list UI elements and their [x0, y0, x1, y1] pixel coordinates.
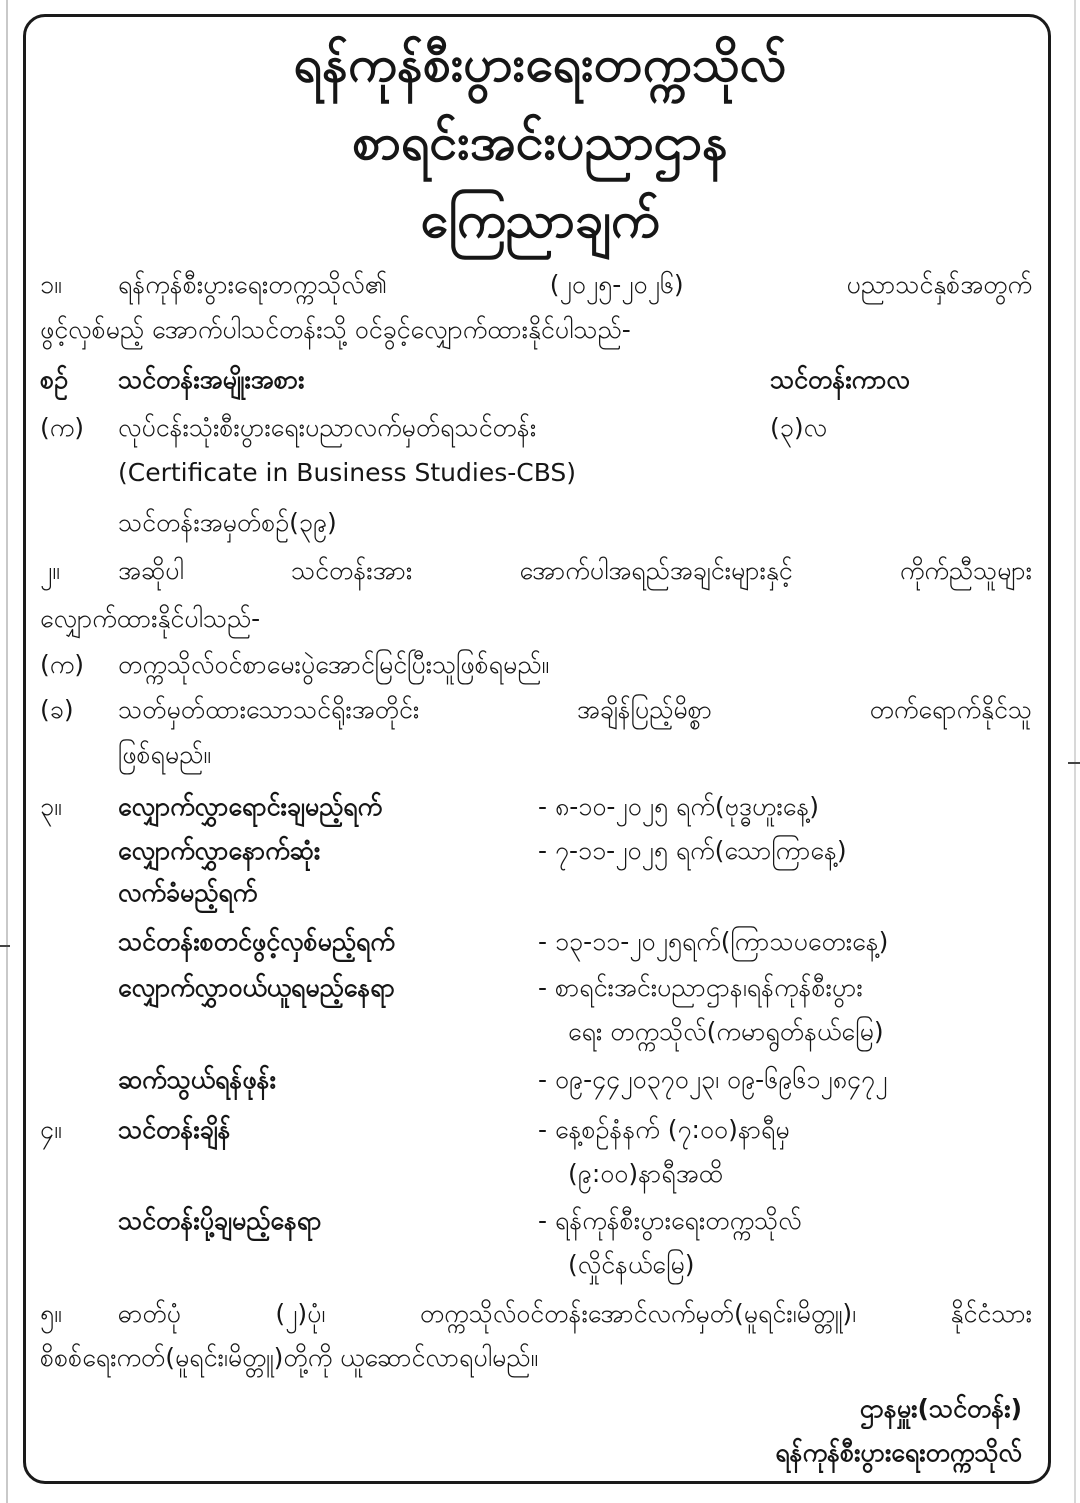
- course-item-batch: သင်တန်းအမှတ်စဉ်(၃၉): [118, 508, 337, 537]
- page-edge-tick-right: [1068, 762, 1080, 764]
- requirement-b-line-2: ဖြစ်ရမည်။: [118, 740, 211, 769]
- section-2-line-1: အဆိုပါ သင်တန်းအား အောက်ပါအရည်အချင်းများနှင့် ကိုက်ညီသူများ: [118, 556, 1032, 585]
- application-deadline-value: - ၇-၁၁-၂၀၂၅ ရက်(သောကြာနေ့): [538, 836, 847, 865]
- col-header-course-period: သင်တန်းကာလ: [770, 365, 910, 394]
- signature-title: ဌာနမှူး(သင်တန်း): [859, 1394, 1022, 1423]
- page-edge-left: [6, 0, 8, 1503]
- course-item-english-name: (Certificate in Business Studies-CBS): [118, 458, 577, 487]
- requirement-a-marker: (က): [40, 650, 84, 679]
- class-venue-label: သင်တန်းပို့ချမည့်နေရာ: [118, 1206, 322, 1235]
- col-header-course-type: သင်တန်းအမျိုးအစား: [118, 365, 305, 394]
- application-purchase-place-value-2: ရေး တက္ကသိုလ်(ကမာရွတ်နယ်မြေ): [568, 1017, 884, 1046]
- course-start-date-value: - ၁၃-၁၁-၂၀၂၅ရက်(ကြာသပတေးနေ့): [538, 927, 889, 956]
- announcement-title: ကြေညာချက်: [420, 191, 660, 249]
- class-venue-value-2: (လှိုင်နယ်မြေ): [568, 1250, 695, 1279]
- course-item-period: (၃)လ: [770, 413, 828, 442]
- class-time-value-2: (၉:၀၀)နာရီအထိ: [568, 1159, 723, 1188]
- course-start-date-label: သင်တန်းစတင်ဖွင့်လှစ်မည့်ရက်: [118, 927, 395, 956]
- application-deadline-label-2: လက်ခံမည့်ရက်: [118, 878, 258, 907]
- section-2-line-2: လျှောက်ထားနိုင်ပါသည်-: [40, 604, 261, 633]
- application-sale-date-label: လျှောက်လွှာရောင်းချမည့်ရက်: [118, 792, 383, 821]
- section-2-number: ၂။: [40, 556, 60, 585]
- contact-phone-value: - ၀၉-၄၄၂၀၃၇၀၂၃၊ ၀၉-၆၉၆၁၂၈၄၇၂: [538, 1065, 888, 1094]
- section-5-line-2: စိစစ်ရေးကတ်(မူရင်း၊မိတ္တူ)တို့ကို ယူဆောင်လာရပါမည်။: [40, 1343, 539, 1372]
- application-purchase-place-value-1: - စာရင်းအင်းပညာဌာန၊ရန်ကုန်စီးပွား: [538, 973, 863, 1002]
- application-purchase-place-label: လျှောက်လွှာဝယ်ယူရမည့်နေရာ: [118, 973, 395, 1002]
- page-edge-right: [1074, 0, 1076, 1503]
- class-venue-value-1: - ရန်ကုန်စီးပွားရေးတက္ကသိုလ်: [538, 1206, 802, 1235]
- application-sale-date-value: - ၈-၁၀-၂၀၂၅ ရက်(ဗုဒ္ဓဟူးနေ့): [538, 792, 820, 821]
- class-time-value-1: - နေ့စဉ်နံနက် (၇:၀၀)နာရီမှ: [538, 1115, 790, 1144]
- contact-phone-label: ဆက်သွယ်ရန်ဖုန်း: [118, 1065, 276, 1094]
- department-title: စာရင်းအင်းပညာဌာန: [352, 113, 728, 171]
- section-5-number: ၅။: [40, 1299, 62, 1328]
- col-header-serial: စဉ်: [40, 365, 68, 394]
- application-deadline-label-1: လျှောက်လွှာနောက်ဆုံး: [118, 836, 321, 865]
- class-time-label: သင်တန်းချိန်: [118, 1115, 231, 1144]
- requirement-a-text: တက္ကသိုလ်ဝင်စာမေးပွဲအောင်မြင်ပြီးသူဖြစ်ရမည်။: [118, 650, 550, 679]
- page-edge-tick-left: [0, 945, 10, 947]
- section-1-line-2: ဖွင့်လှစ်မည့် အောက်ပါသင်တန်းသို့ ဝင်ခွင့်လျှောက်ထားနိုင်ပါသည်-: [40, 315, 631, 344]
- section-1-line-1: ရန်ကုန်စီးပွားရေးတက္ကသိုလ်၏ (၂၀၂၅-၂၀၂၆) ပညာသင်နှစ်အတွက်: [118, 270, 1032, 299]
- requirement-b-line-1: သတ်မှတ်ထားသောသင်ရိုးအတိုင်း အချိန်ပြည့်မိစ္စာ တက်ရောက်နိုင်သူ: [118, 695, 1032, 724]
- section-3-number: ၃။: [40, 792, 62, 821]
- section-4-number: ၄။: [40, 1115, 62, 1144]
- section-1-number: ၁။: [40, 270, 62, 299]
- section-5-line-1: ဓာတ်ပုံ (၂)ပုံ၊ တက္ကသိုလ်ဝင်တန်းအောင်လက်မှတ်(မူရင်း၊မိတ္တူ)၊ နိုင်ငံသား: [118, 1299, 1032, 1328]
- course-item-marker: (က): [40, 413, 84, 442]
- course-item-name: လုပ်ငန်းသုံးစီးပွားရေးပညာလက်မှတ်ရသင်တန်း: [118, 413, 537, 442]
- requirement-b-marker: (ခ): [40, 695, 74, 724]
- university-title: ရန်ကုန်စီးပွားရေးတက္ကသိုလ်: [293, 35, 787, 93]
- signature-institution: ရန်ကုန်စီးပွားရေးတက္ကသိုလ်: [775, 1438, 1022, 1467]
